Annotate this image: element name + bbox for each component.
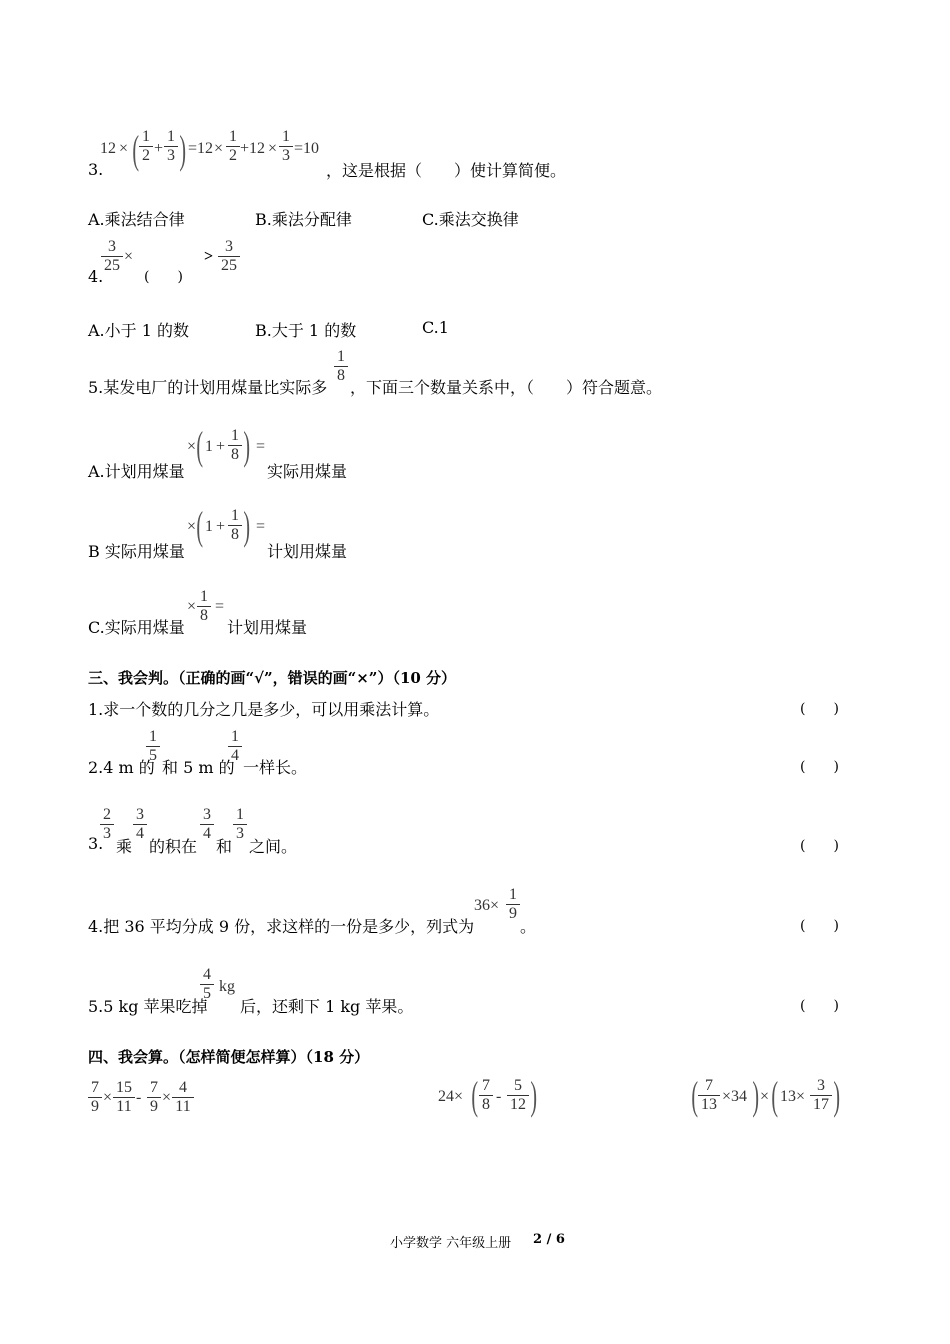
judge-q3-a: 3. [88,834,104,853]
q5-option-c-label: C.实际用煤量 [88,618,185,637]
footer-text: 小学数学 六年级上册 [390,1236,512,1251]
q4-times: × [124,248,134,265]
calc1-minus: - [136,1089,142,1106]
q5c-times: × [187,598,197,615]
judge-q3-frac-3-4-b: $\frac{3}{4}$ [200,806,214,843]
q5-frac-1-8: $\frac{1}{8}$ [334,348,348,385]
calc3-times-34: ×34 [722,1088,748,1105]
q5a-one: 1 [205,438,213,455]
judge-q3-e: 之间。 [249,837,298,856]
q4-blank: ( ) [144,269,183,285]
judge-q3-blank[interactable]: ( ) [800,838,839,854]
judge-q5-b: 后，还剩下 1 kg 苹果。 [240,997,414,1016]
judge-q2-b: 和 5 m 的 [162,758,235,777]
calc1-frac-7-9: $\frac{7}{9}$ [88,1079,102,1116]
calc1-frac-7-9-b: $\frac{7}{9}$ [147,1079,161,1116]
q5a-lparen: ( [196,423,203,468]
q4-option-c: C.1 [422,318,449,337]
q3-tail: ，这是根据（ ）使计算简便。 [326,161,567,180]
q4-frac-3-25-b: $\frac{3}{25}$ [218,238,240,275]
calc3-frac-3-17: $\frac{3}{17}$ [810,1077,832,1114]
q5a-frac-1-8: $\frac{1}{8}$ [228,427,242,464]
q5a-times: × [187,438,197,455]
judge-q2-blank[interactable]: ( ) [800,759,839,775]
calc3-mid-times: × [760,1088,770,1105]
q3-rhs-b: +12 [240,140,266,157]
judge-q4-a: 4.把 36 平均分成 9 份，求这样的一份是多少，列式为 [88,917,475,936]
q3-times-2: × [214,140,224,157]
q3-frac-1-2-b: $\frac{1}{2}$ [226,128,240,165]
q5-text-a: 5.某发电厂的计划用煤量比实际多 [88,378,328,397]
judge-q3-d: 和 [216,837,233,856]
judge-q4-blank[interactable]: ( ) [800,918,839,934]
q5b-one: 1 [205,518,213,535]
calc3-rparen-2: ) [833,1073,840,1118]
calc3-lparen-1: ( [691,1073,698,1118]
q5-option-a-label: A.计划用煤量 [88,462,185,481]
q3-frac-1-3-b: $\frac{1}{3}$ [279,128,293,165]
q5-text-b: ，下面三个数量关系中，（ ）符合题意。 [350,378,663,397]
calc1-frac-15-11: $\frac{15}{11}$ [113,1079,135,1116]
judge-q3-frac-2-3: $\frac{2}{3}$ [100,806,114,843]
q3-frac-1-3: $\frac{1}{3}$ [164,128,178,165]
judge-q4-frac-1-9: $\frac{1}{9}$ [506,886,520,923]
q5-option-b-label: B 实际用煤量 [88,542,185,561]
judge-q3-frac-3-4: $\frac{3}{4}$ [133,806,147,843]
q3-rhs-c: =10 [294,140,320,157]
q5c-frac-1-8: $\frac{1}{8}$ [197,588,211,625]
q3-frac-1-2: $\frac{1}{2}$ [139,128,153,165]
q3-lhs: 12 [100,140,116,157]
q3-option-c: C.乘法交换律 [422,210,519,229]
judge-q3-b: 乘 [116,837,133,856]
q3-option-a: A.乘法结合律 [88,210,185,229]
q5b-rparen: ) [243,503,250,548]
q4-option-b: B.大于 1 的数 [255,321,357,340]
q5a-eq: = [256,438,266,455]
calc2-frac-5-12: $\frac{5}{12}$ [507,1077,529,1114]
calc3-lparen-2: ( [771,1073,778,1118]
section4-title: 四、我会算。（怎样简便怎样算）（18 分） [88,1048,370,1066]
calc1-times: × [103,1089,113,1106]
q3-plus: + [154,140,164,157]
q4-option-a: A.小于 1 的数 [88,321,189,340]
q5a-plus: + [216,438,226,455]
q3-number: 3. [88,160,104,179]
calc2-frac-7-8: $\frac{7}{8}$ [479,1077,493,1114]
q4-gt: > [204,248,214,265]
judge-q4-b: 。 [520,917,537,936]
judge-q5-a: 5.5 kg 苹果吃掉 [88,997,208,1016]
judge-q1-blank[interactable]: ( ) [800,701,839,717]
q4-number: 4. [88,267,104,286]
q3-times-3: × [268,140,278,157]
judge-q2-frac-1-4: $\frac{1}{4}$ [228,728,242,765]
calc3-rparen-1: ) [752,1073,759,1118]
calc2-rparen: ) [530,1073,537,1118]
judge-q5-unit: kg [219,978,235,995]
judge-q3-c: 的积在 [149,837,198,856]
q5b-plus: + [216,518,226,535]
judge-q2-a: 2.4 m 的 [88,758,155,777]
calc1-times-2: × [162,1089,172,1106]
q5b-lparen: ( [196,503,203,548]
q3-lparen: ( [132,127,139,172]
calc3-frac-7-13: $\frac{7}{13}$ [698,1077,720,1114]
section3-title: 三、我会判。（正确的画“√”，错误的画“×”）（10 分） [88,669,457,687]
calc2-lparen: ( [471,1073,478,1118]
judge-q4-expr: 36× [474,897,500,914]
judge-q2-c: 一样长。 [243,758,308,777]
judge-q1: 1.求一个数的几分之几是多少，可以用乘法计算。 [88,700,440,719]
q4-frac-3-25: $\frac{3}{25}$ [101,238,123,275]
q5-option-c-tail: 计划用煤量 [227,618,308,637]
q3-times: × [119,140,129,157]
calc1-frac-4-11: $\frac{4}{11}$ [172,1079,194,1116]
q5b-eq: = [256,518,266,535]
q5-option-a-tail: 实际用煤量 [267,462,348,481]
calc2-lhs: 24× [438,1088,464,1105]
footer-page: 2 / 6 [533,1232,565,1247]
q5-option-b-tail: 计划用煤量 [267,542,348,561]
judge-q5-blank[interactable]: ( ) [800,998,839,1014]
q5c-eq: = [215,598,225,615]
q3-rhs-a: =12 [188,140,214,157]
q5a-rparen: ) [243,423,250,468]
calc3-lhs2: 13× [780,1088,806,1105]
calc2-minus: - [496,1088,502,1105]
judge-q5-frac-4-5: $\frac{4}{5}$ [200,966,214,1003]
judge-q2-frac-1-5: $\frac{1}{5}$ [146,728,160,765]
judge-q3-frac-1-3: $\frac{1}{3}$ [233,806,247,843]
q5b-times: × [187,518,197,535]
q3-rparen: ) [179,127,186,172]
q3-option-b: B.乘法分配律 [255,210,352,229]
q5b-frac-1-8: $\frac{1}{8}$ [228,507,242,544]
